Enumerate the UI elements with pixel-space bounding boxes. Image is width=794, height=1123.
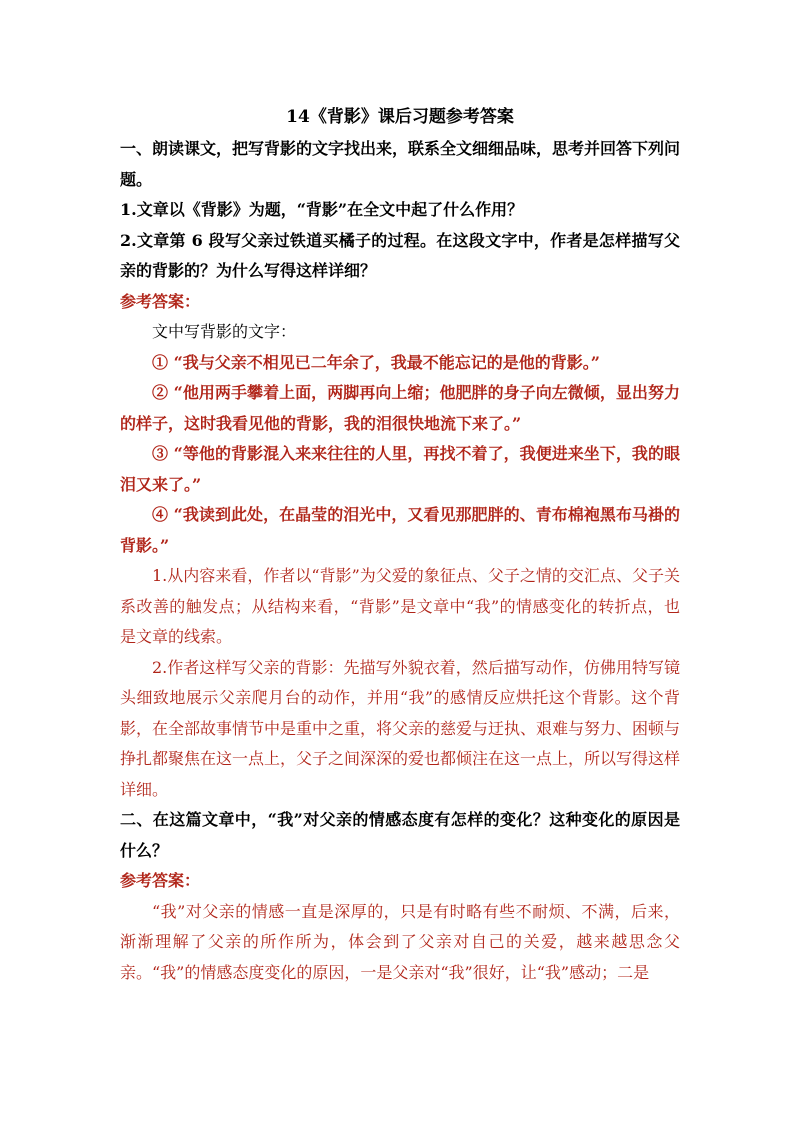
question-2-heading: 二、在这篇文章中，“我”对父亲的情感态度有怎样的变化？这种变化的原因是什么？ [120, 810, 680, 860]
answer-2: 2.作者这样写父亲的背影：先描写外貌衣着，然后描写动作，仿佛用特写镜头细致地展示父亲爬月台的动作，并用“我”的感情反应烘托这个背影。这个背影，在全部故事情节中是重中之重，将父亲的慈爱与迂执、艰难与努力、困顿与挣扎都聚焦在这一点上，父子之间深深的爱也都倾注在这一点上，所以写得这样详细。 [120, 657, 681, 799]
question-1-sub-1: 1.文章以《背影》为题，“背影”在全文中起了什么作用？ [120, 200, 524, 219]
answer-intro: 文中写背影的文字： [152, 322, 297, 341]
answer-1: 1.从内容来看，作者以“背影”为父爱的象征点、父子之情的交汇点、父子关系改善的触发点；从结构来看，“背影”是文章中“我”的情感变化的转折点，也是文章的线索。 [120, 566, 680, 646]
page-title: 14《背影》课后习题参考答案 [286, 107, 514, 127]
document-page [120, 102, 680, 988]
quote-1: ① “我与父亲不相见已二年余了，我最不能忘记的是他的背影。” [152, 352, 600, 372]
quote-4: ④ “我读到此处，在晶莹的泪光中，又看见那肥胖的、青布棉袍黑布马褂的背影。” [120, 505, 680, 555]
quote-3: ③ “等他的背影混入来来往往的人里，再找不着了，我便进来坐下，我的眼泪又来了。” [120, 444, 680, 494]
answer-question-2: “我”对父亲的情感一直是深厚的，只是有时略有些不耐烦、不满，后来，渐渐理解了父亲的所作所为，体会到了父亲对自己的关爱，越来越思念父亲。“我”的情感态度变化的原因，一是父亲对“我”很好，让“我”感动；二是 [120, 901, 680, 982]
answer-label-1: 参考答案： [120, 291, 201, 311]
question-1-sub-2: 2.文章第 6 段写父亲过铁道买橘子的过程。在这段文字中，作者是怎样描写父亲的背影的？为什么写得这样详细？ [120, 230, 680, 280]
question-1-heading: 一、朗读课文，把写背影的文字找出来，联系全文细细品味，思考并回答下列问题。 [120, 139, 681, 189]
answer-label-2: 参考答案： [120, 871, 201, 890]
quote-2: ② “他用两手攀着上面，两脚再向上缩；他肥胖的身子向左微倾，显出努力的样子，这时我看见他的背影，我的泪很快地流下来了。” [120, 383, 680, 433]
